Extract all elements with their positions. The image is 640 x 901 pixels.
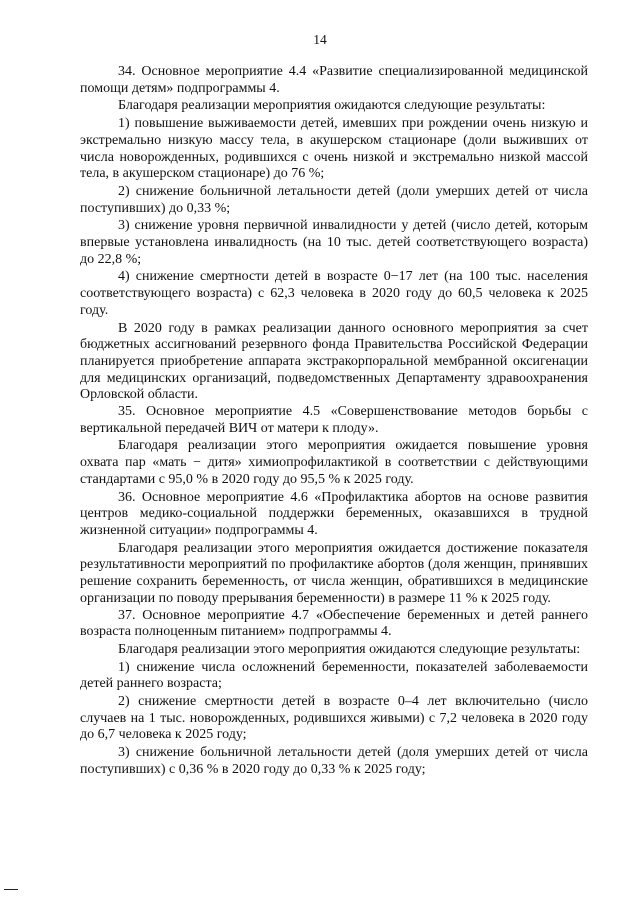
paragraph-results-intro: Благодаря реализации мероприятия ожидаются следующие результаты: (118, 98, 546, 114)
paragraph-hiv-coverage: Благодаря реализации этого мероприятия ожидается повышение уровня охвата пар «мать − дитя» химиопрофилактикой в соответствии с действующими стандартами с 95,0 % в 2020 году до 95,5 % к 2025 году. (80, 438, 588, 487)
page-number: 14 (313, 32, 327, 47)
list-item-complications: 1) снижение числа осложнений беременности, показателей заболеваемости детей раннего возраста; (80, 659, 588, 692)
paragraph-item-34: 34. Основное мероприятие 4.4 «Развитие специализированной медицинской помощи детям» подпрограммы 4. (80, 64, 588, 96)
paragraph-abortion-prevention: Благодаря реализации этого мероприятия ожидается достижение показателя результативности мероприятий по профилактике абортов (доля женщин, принявших решение сохранить беременность, от числа женщин, обратившихся в медицинские организации по поводу прерывания беременности) в размере 11 % к 2025 году. (80, 540, 588, 606)
paragraph-results-intro-37: Благодаря реализации этого мероприятия ожидаются следующие результаты: (118, 641, 581, 657)
list-item-child-mortality: 4) снижение смертности детей в возрасте 0−17 лет (на 100 тыс. населения соответствующего возраста) с 62,3 человека в 2020 году до 60,5 человека к 2025 году. (80, 269, 588, 318)
list-item-disability: 3) снижение уровня первичной инвалидности у детей (число детей, которым впервые установлена инвалидность (на 10 тыс. детей соответствующего возраста) до 22,8 %; (80, 218, 588, 267)
document-body (80, 64, 588, 779)
paragraph-item-37: 37. Основное мероприятие 4.7 «Обеспечение беременных и детей раннего возраста полноценным питанием» подпрограммы 4. (80, 607, 588, 640)
paragraph-reserve-fund: В 2020 году в рамках реализации данного основного мероприятия за счет бюджетных ассигнований резервного фонда Правительства Российской Федерации планируется приобретение аппарата экстракорпоральной мембранной оксигенации для медицинских организаций, подведомственных Департаменту здравоохранения Орловской области. (80, 320, 588, 403)
list-item-under-four-mortality: 2) снижение смертности детей в возрасте 0–4 лет включительно (число случаев на 1 тыс. новорожденных, родившихся живыми) с 7,2 человека в 2020 году до 6,7 человека к 2025 году; (80, 694, 588, 743)
paragraph-item-36: 36. Основное мероприятие 4.6 «Профилактика абортов на основе развития центров медико-социальной поддержки беременных, оказавшихся в трудной жизненной ситуации» подпрограммы 4. (80, 489, 588, 538)
list-item-survival: 1) повышение выживаемости детей, имевших при рождении очень низкую и экстремально низкую массу тела, в акушерском стационаре (доли выживших от числа новорожденных, родившихся с очень низкой и экстремально низкой массой тела, в акушерском стационаре) до 76 %; (80, 116, 588, 182)
list-item-hospital-mortality: 2) снижение больничной летальности детей (доли умерших детей от числа поступивших) до 0,33 %; (80, 183, 588, 216)
paragraph-item-35: 35. Основное мероприятие 4.5 «Совершенствование методов борьбы с вертикальной передачей ВИЧ от матери к плоду». (80, 404, 588, 436)
list-item-hospital-mortality-2: 3) снижение больничной летальности детей (доля умерших детей от числа поступивших) с 0,36 % в 2020 году до 0,33 % к 2025 году; (80, 745, 588, 777)
margin-mark (4, 889, 18, 890)
